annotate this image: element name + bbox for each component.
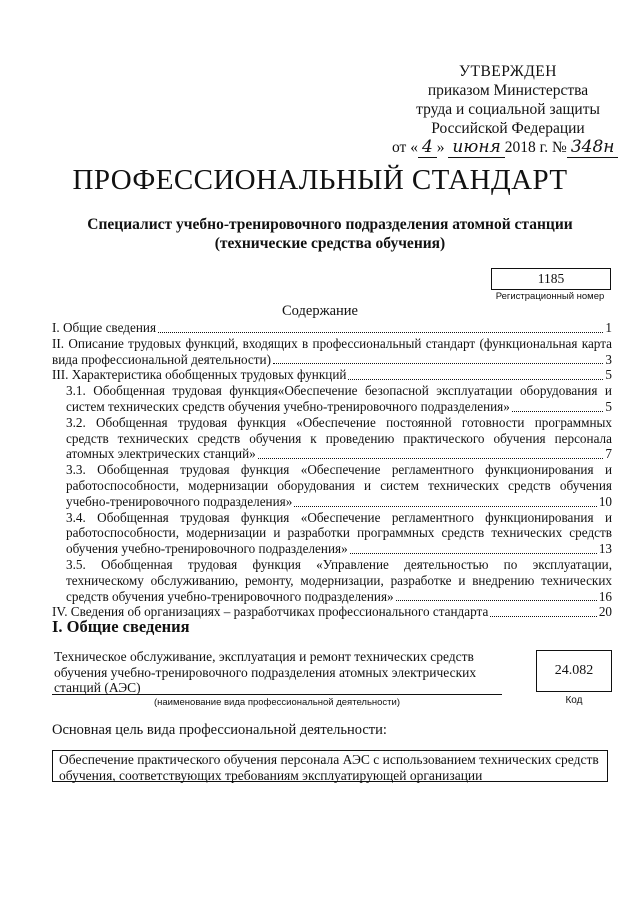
toc-entry[interactable]: 3.4. Обобщенная трудовая функция «Обеспечение регламентного функционирования и работоспособности, модернизации и разработки программных средств технических средств обучения учебно-тренировочного подразделения» 13 [66,509,612,557]
approval-line: приказом Министерства [427,82,589,99]
toc-entry[interactable]: II. Описание трудовых функций, входящих в профессиональный стандарт (функциональная карта вида профессиональной деятельности) 3 [52,335,612,367]
toc-entry[interactable]: 3.3. Обобщенная трудовая функция «Обеспечение регламентного функционирования и работоспособности, модернизации оборудования и систем технических средств обучения учебно-тренировочного подразделения» 10 [66,462,612,509]
toc-entry[interactable]: 3.1. Обобщенная трудовая функция«Обеспечение безопасной эксплуатации оборудования и систем технических средств обучения учебно-тренировочного подразделения» 5 [66,383,612,414]
toc-entry[interactable]: 3.2. Обобщенная трудовая функция «Обеспечение постоянной готовности программных средств технических средств обучения к проведению практического обучения персонала атомных электрических станций» 7 [66,414,612,462]
handwritten-order-number: 348н [567,137,619,158]
table-of-contents [52,320,612,620]
activity-code-box: 24.082 [536,650,612,692]
document-title: ПРОФЕССИОНАЛЬНЫЙ СТАНДАРТ [72,164,568,196]
toc-entry[interactable]: I. Общие сведения 1 [52,320,612,335]
toc-entry[interactable]: IV. Сведения об организациях – разработчиках профессионального стандарта 20 [52,604,612,620]
approval-line: Российской Федерации [431,120,585,137]
approval-date-number: от « 4 » июня 2018 г. № 348н [388,138,628,157]
activity-code-label: Код [565,695,583,706]
document-subtitle: Специалист учебно-тренировочного подразделения атомной станции (технические средства обучения) [87,216,573,252]
activity-underline [52,694,502,695]
registration-number-box: 1185 [491,268,611,290]
registration-number-label: Регистрационный номер [495,291,605,302]
toc-heading: Содержание [282,303,358,319]
goal-text-box: Обеспечение практического обучения персонала АЭС с использованием технических средств обучения, соответствующих требованиям эксплуатирующей организации [52,750,608,782]
toc-entry[interactable]: 3.5. Обобщенная трудовая функция «Управление деятельностью по эксплуатации, техническому обслуживанию, ремонту, модернизации, разработке и внедрению технических средств обучения учебно-тренировочного подразделения» 16 [66,556,612,604]
activity-name-label: (наименование вида профессиональной деятельности) [153,697,401,708]
toc-entry[interactable]: III. Характеристика обобщенных трудовых функций 5 [52,367,612,383]
approval-heading: УТВЕРЖДЕН [459,63,557,80]
activity-name: Техническое обслуживание, эксплуатация и ремонт технических средств обучения учебно-тренировочного подразделения атомных электрических станций (АЭС) [54,649,477,695]
approval-block [388,62,628,157]
handwritten-day: 4 [418,137,437,158]
goal-label: Основная цель вида профессиональной деятельности: [52,722,387,738]
handwritten-month: июня [448,137,504,158]
section-heading: I. Общие сведения [52,617,190,636]
approval-line: труда и социальной защиты [416,101,600,118]
